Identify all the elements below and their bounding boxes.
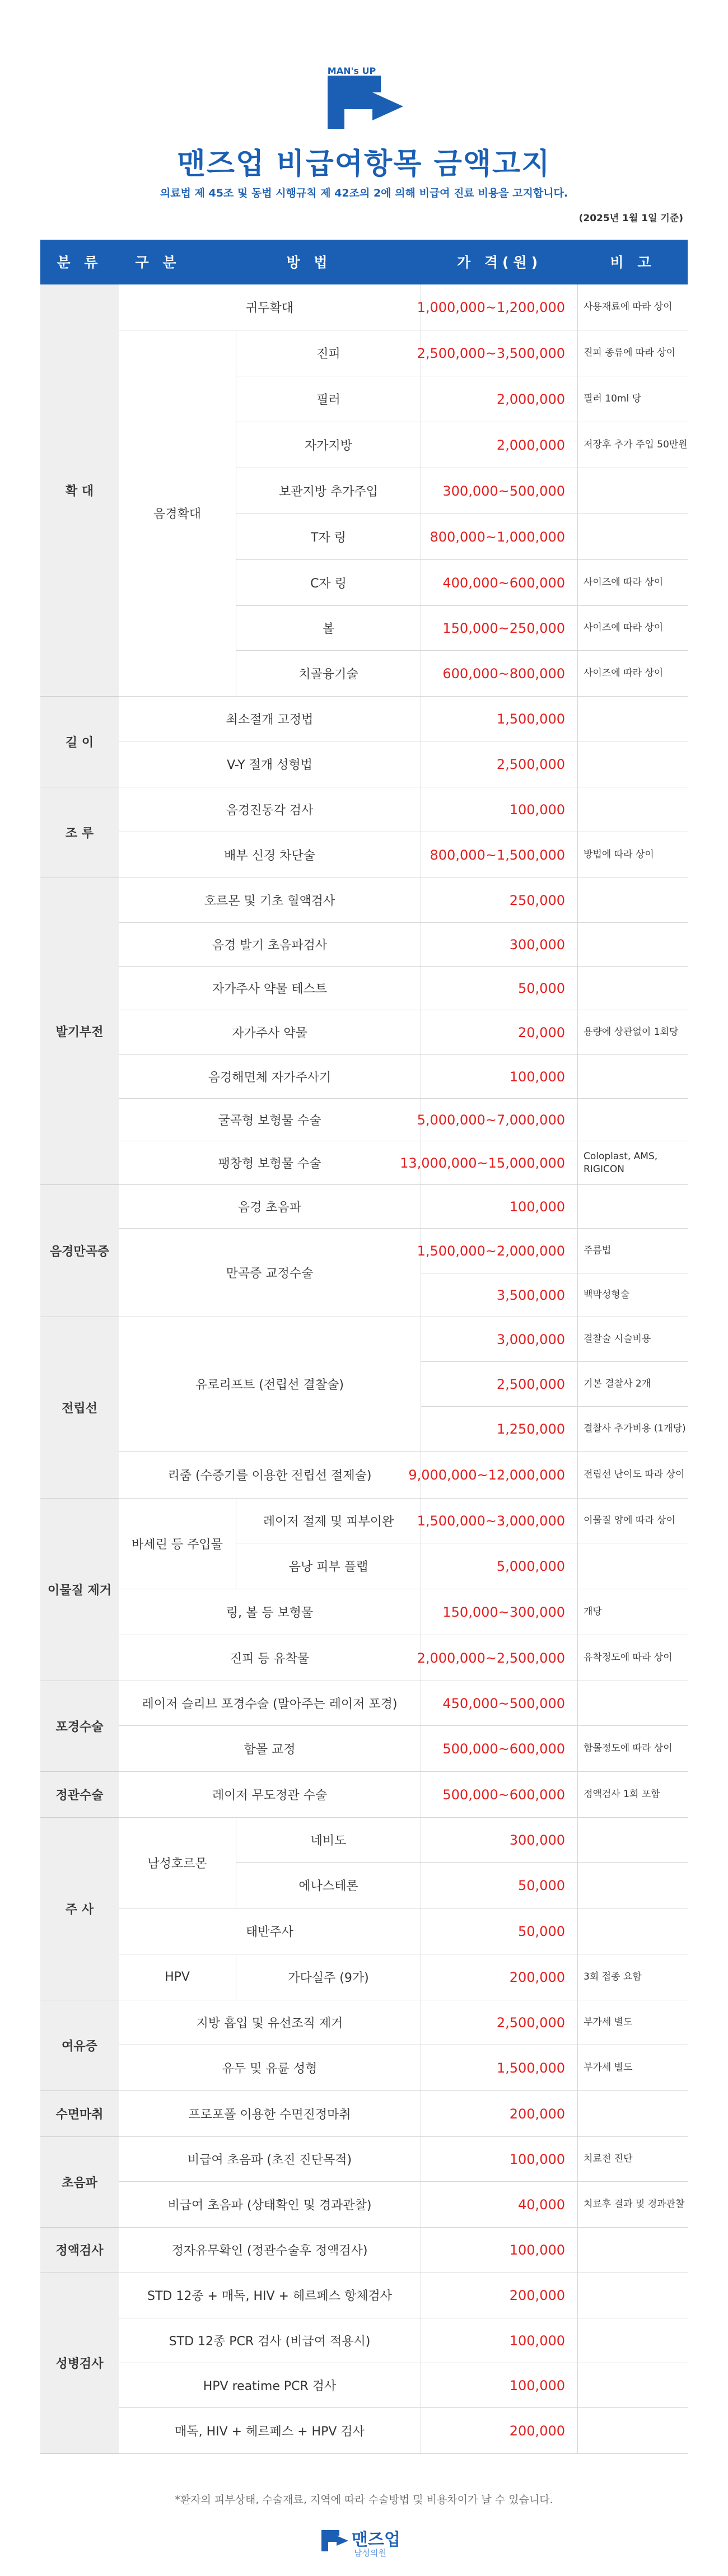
price-table: [40, 240, 688, 2439]
category-cell: 이물질 제거: [40, 1499, 119, 1681]
note-cell: [578, 2272, 688, 2318]
method-cell: 진피: [236, 330, 421, 376]
note-cell: [578, 1681, 688, 1726]
category-cell: 초음파: [40, 2137, 119, 2228]
division-cell: HPV: [119, 1954, 236, 2000]
header-price: 가 격(원): [456, 254, 542, 270]
mans-up-logo-icon: [319, 64, 409, 137]
price-cell: 3,500,000: [421, 1273, 578, 1317]
note-cell: 결찰술 시술비용: [578, 1317, 688, 1362]
method-cell: 에나스테론: [236, 1863, 421, 1908]
division-cell: 남성호르몬: [119, 1818, 236, 1908]
note-cell: [578, 2228, 688, 2272]
category-cell: 수면마취: [40, 2091, 119, 2137]
footer-logo-icon: [319, 2524, 351, 2556]
method-cell: 필러: [236, 376, 421, 422]
method-cell: 프로포폴 이용한 수면진정마취: [119, 2091, 421, 2137]
note-cell: 백막성형술: [578, 1273, 688, 1317]
price-cell: 300,000~500,000: [421, 468, 578, 514]
price-cell: 100,000: [421, 2137, 578, 2182]
price-cell: 2,500,000: [421, 1362, 578, 1407]
category-cell: 전립선: [40, 1317, 119, 1499]
category-cell: 음경만곡증: [40, 1185, 119, 1317]
note-cell: [578, 1908, 688, 1954]
method-cell: 음경 발기 초음파검사: [119, 923, 421, 967]
note-cell: 필러 10ml 당: [578, 376, 688, 422]
price-cell: 150,000~250,000: [421, 606, 578, 651]
note-cell: 주름법: [578, 1229, 688, 1273]
price-cell: 200,000: [421, 2272, 578, 2318]
note-cell: [578, 1543, 688, 1589]
price-cell: 800,000~1,000,000: [421, 514, 578, 560]
price-cell: 2,500,000: [421, 741, 578, 787]
method-cell: 레이저 무도정관 수술: [119, 1772, 421, 1818]
price-cell: 800,000~1,500,000: [421, 832, 578, 878]
note-cell: 용량에 상관없이 1회당: [578, 1010, 688, 1055]
method-cell: 호르몬 및 기초 혈액검사: [119, 878, 421, 923]
note-cell: [578, 1185, 688, 1229]
price-cell: 450,000~500,000: [421, 1681, 578, 1726]
note-cell: [578, 787, 688, 832]
method-cell: 레이저 슬리브 포경수술 (말아주는 레이저 포경): [119, 1681, 421, 1726]
price-cell: 200,000: [421, 1954, 578, 2000]
price-cell: 150,000~300,000: [421, 1589, 578, 1635]
note-cell: [578, 923, 688, 967]
method-cell: 보관지방 추가주입: [236, 468, 421, 514]
method-cell: 팽창형 보형물 수술: [119, 1141, 421, 1185]
method-cell: 태반주사: [119, 1908, 421, 1954]
price-cell: 2,500,000~3,500,000: [421, 330, 578, 376]
method-cell: 볼: [236, 606, 421, 651]
note-cell: [578, 878, 688, 923]
price-cell: 5,000,000~7,000,000: [421, 1099, 578, 1141]
method-cell: 음경진동각 검사: [119, 787, 421, 832]
method-cell: T자 링: [236, 514, 421, 560]
note-cell: [578, 1863, 688, 1908]
note-cell: 사이즈에 따라 상이: [578, 606, 688, 651]
legal-notice: 의료법 제 45조 및 동법 시행규칙 제 42조의 2에 의해 비급여 진료 비용을 고지합니다.: [160, 187, 568, 199]
note-cell: 기본 결찰사 2개: [578, 1362, 688, 1407]
price-cell: 1,500,000: [421, 2045, 578, 2091]
method-cell: 리줌 (수증기를 이용한 전립선 절제술): [119, 1452, 421, 1499]
note-cell: 부가세 별도: [578, 2000, 688, 2045]
price-cell: 13,000,000~15,000,000: [421, 1141, 578, 1185]
price-cell: 500,000~600,000: [421, 1726, 578, 1772]
price-cell: 2,000,000: [421, 422, 578, 468]
price-cell: 1,500,000~3,000,000: [421, 1499, 578, 1543]
method-cell: 음경 초음파: [119, 1185, 421, 1229]
price-cell: 300,000: [421, 923, 578, 967]
note-cell: 치료전 진단: [578, 2137, 688, 2182]
price-cell: 2,000,000: [421, 376, 578, 422]
method-cell: V-Y 절개 성형법: [119, 741, 421, 787]
note-cell: 사이즈에 따라 상이: [578, 560, 688, 606]
footer-brand-sub: 남성의원: [354, 2548, 386, 2558]
price-cell: 100,000: [421, 2318, 578, 2363]
logo-text: MAN's UP: [327, 66, 376, 76]
method-cell: 매독, HIV + 헤르페스 + HPV 검사: [119, 2408, 421, 2454]
note-cell: 전립선 난이도 따라 상이: [578, 1452, 688, 1499]
note-cell: 치료후 결과 및 경과관찰: [578, 2182, 688, 2228]
note-cell: 함몰정도에 따라 상이: [578, 1726, 688, 1772]
method-cell: 링, 볼 등 보형물: [119, 1589, 421, 1635]
header-method: 방 법: [286, 254, 332, 270]
note-cell: 이물질 양에 따라 상이: [578, 1499, 688, 1543]
method-cell: 자가주사 약물: [119, 1010, 421, 1055]
header-category: 분 류: [57, 254, 102, 270]
table-header: [40, 241, 688, 284]
note-cell: 방법에 따라 상이: [578, 832, 688, 878]
price-cell: 200,000: [421, 2408, 578, 2454]
note-cell: 개당: [578, 1589, 688, 1635]
header-division: 구 분: [135, 254, 181, 270]
method-cell: 유두 및 유륜 성형: [119, 2045, 421, 2091]
method-cell: 네비도: [236, 1818, 421, 1863]
price-cell: 100,000: [421, 2363, 578, 2408]
footer-brand: 맨즈업: [352, 2530, 400, 2550]
note-cell: [578, 468, 688, 514]
price-cell: 600,000~800,000: [421, 651, 578, 697]
method-cell: 가다실주 (9가): [236, 1954, 421, 2000]
method-cell: HPV reatime PCR 검사: [119, 2363, 421, 2408]
method-cell: 정자유무확인 (정관수술후 정액검사): [119, 2228, 421, 2272]
price-cell: 3,000,000: [421, 1317, 578, 1362]
price-cell: 20,000: [421, 1010, 578, 1055]
note-cell: [578, 2408, 688, 2454]
price-cell: 100,000: [421, 787, 578, 832]
note-cell: [578, 1055, 688, 1099]
category-cell: 확 대: [40, 284, 119, 697]
method-cell: STD 12종 + 매독, HIV + 헤르페스 항체검사: [119, 2272, 421, 2318]
method-cell: 지방 흡입 및 유선조직 제거: [119, 2000, 421, 2045]
method-cell: 최소절개 고정법: [119, 697, 421, 741]
price-cell: 400,000~600,000: [421, 560, 578, 606]
category-cell: 성병검사: [40, 2272, 119, 2454]
header-remarks: 비 고: [610, 254, 656, 270]
note-cell: 사이즈에 따라 상이: [578, 651, 688, 697]
method-cell: 치골융기술: [236, 651, 421, 697]
note-cell: 진피 종류에 따라 상이: [578, 330, 688, 376]
category-cell: 주 사: [40, 1818, 119, 2000]
method-cell: STD 12종 PCR 검사 (비급여 적용시): [119, 2318, 421, 2363]
note-cell: 저장후 추가 주입 50만원: [578, 422, 688, 468]
footer-disclaimer: *환자의 피부상태, 수술재료, 지역에 따라 수술방법 및 비용차이가 날 수 있습니다.: [175, 2494, 553, 2506]
category-cell: 길 이: [40, 697, 119, 787]
price-cell: 50,000: [421, 967, 578, 1010]
method-cell: C자 링: [236, 560, 421, 606]
method-cell: 배부 신경 차단술: [119, 832, 421, 878]
method-cell: 비급여 초음파 (상태확인 및 경과관찰): [119, 2182, 421, 2228]
note-cell: [578, 741, 688, 787]
note-cell: [578, 967, 688, 1010]
note-cell: [578, 1099, 688, 1141]
division-cell: 바세린 등 주입물: [119, 1499, 236, 1589]
price-cell: 100,000: [421, 2228, 578, 2272]
note-cell: 3회 접종 요함: [578, 1954, 688, 2000]
division-cell: 음경확대: [119, 330, 236, 697]
note-cell: [578, 2091, 688, 2137]
note-cell: 사용재료에 따라 상이: [578, 284, 688, 330]
note-cell: [578, 514, 688, 560]
method-cell: 만곡증 교정수술: [119, 1229, 421, 1317]
as-of-date: (2025년 1월 1일 기준): [578, 213, 683, 224]
note-cell: 유착정도에 따라 상이: [578, 1635, 688, 1681]
method-cell: 함몰 교정: [119, 1726, 421, 1772]
method-cell: 귀두확대: [119, 284, 421, 330]
price-cell: 50,000: [421, 1863, 578, 1908]
price-cell: 2,000,000~2,500,000: [421, 1635, 578, 1681]
price-cell: 50,000: [421, 1908, 578, 1954]
note-cell: [578, 1818, 688, 1863]
note-cell: 결찰사 추가비용 (1개당): [578, 1407, 688, 1452]
price-cell: 1,250,000: [421, 1407, 578, 1452]
method-cell: 자가주사 약물 테스트: [119, 967, 421, 1010]
category-cell: 여유증: [40, 2000, 119, 2091]
page-title: 맨즈업 비급여항목 금액고지: [177, 147, 551, 181]
price-cell: 500,000~600,000: [421, 1772, 578, 1818]
price-cell: 100,000: [421, 1055, 578, 1099]
note-cell: Coloplast, AMS, RIGICON: [578, 1141, 688, 1185]
method-cell: 음낭 피부 플랩: [236, 1543, 421, 1589]
method-cell: 진피 등 유착물: [119, 1635, 421, 1681]
price-cell: 100,000: [421, 1185, 578, 1229]
category-cell: 정관수술: [40, 1772, 119, 1818]
note-cell: 부가세 별도: [578, 2045, 688, 2091]
method-cell: 자가지방: [236, 422, 421, 468]
price-cell: 2,500,000: [421, 2000, 578, 2045]
note-cell: [578, 2363, 688, 2408]
method-cell: 음경해면체 자가주사기: [119, 1055, 421, 1099]
price-cell: 40,000: [421, 2182, 578, 2228]
price-cell: 5,000,000: [421, 1543, 578, 1589]
category-cell: 정액검사: [40, 2228, 119, 2272]
method-cell: 굴곡형 보형물 수술: [119, 1099, 421, 1141]
price-cell: 9,000,000~12,000,000: [421, 1452, 578, 1499]
method-cell: 유로리프트 (전립선 결찰술): [119, 1317, 421, 1452]
price-cell: 1,500,000: [421, 697, 578, 741]
price-cell: 1,000,000~1,200,000: [421, 284, 578, 330]
price-cell: 300,000: [421, 1818, 578, 1863]
price-cell: 200,000: [421, 2091, 578, 2137]
price-cell: 1,500,000~2,000,000: [421, 1229, 578, 1273]
category-cell: 발기부전: [40, 878, 119, 1185]
method-cell: 비급여 초음파 (초진 진단목적): [119, 2137, 421, 2182]
note-cell: [578, 697, 688, 741]
price-cell: 250,000: [421, 878, 578, 923]
category-cell: 조 루: [40, 787, 119, 878]
note-cell: 정액검사 1회 포함: [578, 1772, 688, 1818]
page-header: [0, 0, 728, 235]
category-cell: 포경수술: [40, 1681, 119, 1772]
note-cell: [578, 2318, 688, 2363]
method-cell: 레이저 절제 및 피부이완: [236, 1499, 421, 1543]
